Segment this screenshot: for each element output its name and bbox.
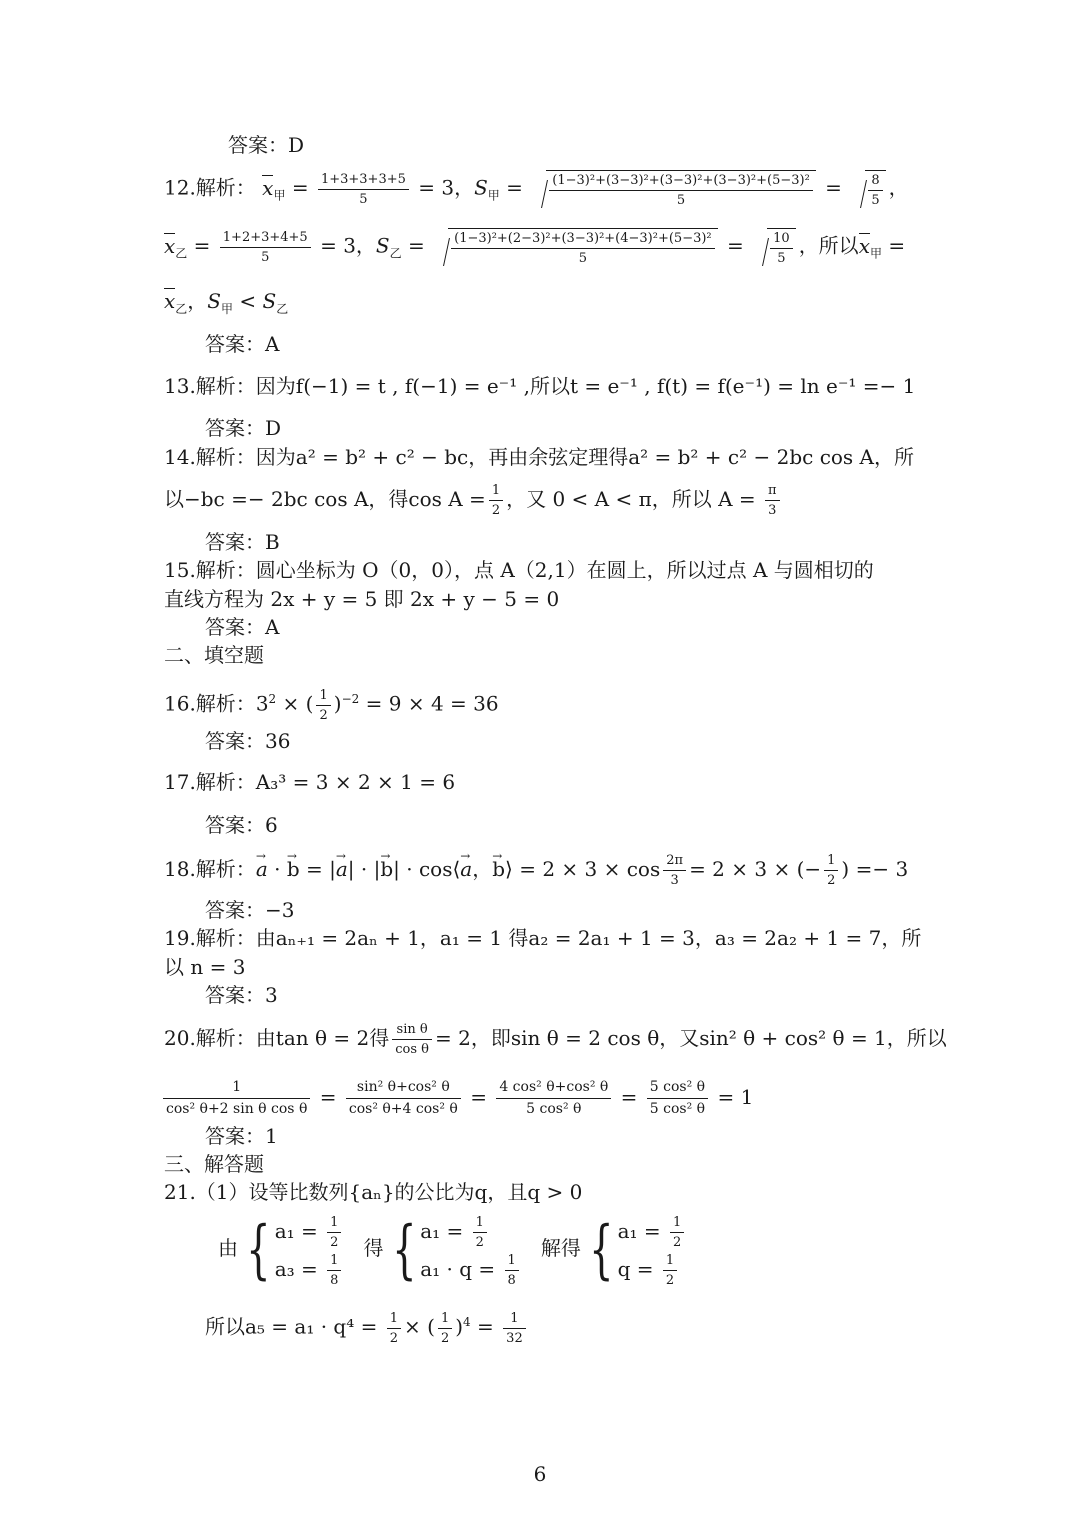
- q21-final: 所以a₅ = a₁ · q⁴ = $\frac{1}{2}$ × ( $\frac{1}{2}$ )$^4$ = $\frac{1}{32}$: [205, 1308, 529, 1346]
- q20-line-1: 20.解析：由tan θ = 2得 $\frac{\text{sin θ}}{\text{cos θ}}$ = 2，即sin θ = 2 cos θ，又sin² θ + cos² θ = 1，所以: [164, 1022, 947, 1057]
- answer-13: 答案：D: [205, 416, 282, 440]
- q19-line-1: 19.解析：由aₙ₊₁ = 2aₙ + 1，a₁ = 1 得a₂ = 2a₁ + 1 = 3，a₃ = 2a₂ + 1 = 7，所: [164, 926, 922, 950]
- q12-line-3: $x_乙$，$S_甲 < S_乙$: [164, 289, 289, 316]
- q17-line: 17.解析：A₃³ = 3 × 2 × 1 = 6: [164, 770, 456, 794]
- answer-12: 答案：A: [205, 332, 280, 356]
- mean-yi-fraction: $\frac{1+2+3+4+5}{5}$: [220, 230, 311, 265]
- answer-18: 答案：−3: [205, 898, 295, 922]
- answer-16: 答案：36: [205, 729, 291, 753]
- sd-yi-result: $\frac{10}{5}$: [753, 228, 796, 266]
- q19-line-2: 以 n = 3: [164, 955, 246, 979]
- q14-line-1: 14.解析：因为a² = b² + c² − bc，再由余弦定理得a² = b² + c² − 2bc cos A，所: [164, 445, 914, 469]
- answer-14: 答案：B: [205, 530, 280, 554]
- page-number: 6: [533, 1462, 547, 1486]
- q12-line-2: $x_乙$ = $\frac{1+2+3+4+5}{5}$ = 3，$S_乙$ = $\frac{\text{(1−3)²+(2−3)²+(3−3)²+(4−3)²+(5−3)²}}{5}$ = $\frac{10}{5}$ ，所以$x_甲$ =: [164, 229, 906, 266]
- q14-line-2: 以−bc =− 2bc cos A，得cos A = $\frac{1}{2}$ ，又 0 < A < π，所以 A = $\frac{\pi}{3}$: [164, 483, 783, 518]
- answer-19: 答案：3: [205, 983, 278, 1007]
- sd-jia-result: $\frac{8}{5}$: [851, 170, 885, 208]
- jia-subscript: 甲: [273, 188, 286, 203]
- sd-jia-sqrt: $\frac{\text{(1−3)²+(3−3)²+(3−3)²+(3−3)²+(5−3)²}}{5}$: [532, 170, 816, 208]
- q21-line-1: 21.（1）设等比数列{aₙ}的公比为q，且q > 0: [164, 1180, 583, 1204]
- q21-systems: 由 { a₁ = $\frac{1}{2}$ a₃ = $\frac{1}{8}$ 得 { a₁ = $\frac{1}{2}$ a₁ · q = $\frac{1}{8}$ 解得 { a₁ = $\frac{1}{2}$ q = $\frac{1}{2}$: [218, 1210, 687, 1288]
- answer-15: 答案：A: [205, 615, 280, 639]
- q15-line-1: 15.解析：圆心坐标为 O（0，0），点 A（2,1）在圆上，所以过点 A 与圆相切的: [164, 558, 874, 582]
- mean-jia-fraction: $\frac{1+3+3+3+5}{5}$: [318, 172, 409, 207]
- q16-line: 16.解析：$3^2$ × ( $\frac{1}{2}$ )$^{-2}$ = 9 × 4 = 36: [164, 687, 499, 723]
- section-fill-in-blank: 二、填空题: [164, 643, 264, 667]
- section-solutions: 三、解答题: [164, 1152, 264, 1176]
- answer-20: 答案：1: [205, 1124, 278, 1148]
- x-bar-symbol: x: [262, 175, 274, 200]
- q18-line: 18.解析：a → · b → = |a →| · |b →| · cos⟨a →，b →⟩ = 2 × 3 × cos $\frac{2\pi}{3}$ = 2 × 3 × (− $\frac{1}{2}$ ) =− 3: [164, 853, 908, 888]
- sd-yi-sqrt: $\frac{\text{(1−3)²+(2−3)²+(3−3)²+(4−3)²+(5−3)²}}{5}$: [434, 228, 718, 266]
- q12-line-1: 12.解析： $x_甲$ = $\frac{1+3+3+3+5}{5}$ = 3，$S_甲$ = $\frac{\text{(1−3)²+(3−3)²+(3−3)²+(3−3)²+(5−3)²}}{5}$ = $\frac{8}{5}$ ，: [164, 171, 909, 208]
- q15-line-2: 直线方程为 2x + y = 5 即 2x + y − 5 = 0: [164, 587, 560, 611]
- q20-line-2: $\frac{1}{\text{cos² θ+2 sin θ cos θ}}$ = $\frac{\text{sin² θ+cos² θ}}{\text{cos² θ+4 cos² θ}}$ = $\frac{\text{4 cos² θ+cos² θ}}{\text{5 cos² θ}}$ = $\frac{\text{5 cos² θ}}{\text{5 cos² θ}}$ = 1: [160, 1079, 753, 1118]
- q13-line: 13.解析：因为f(−1) = t , f(−1) = e⁻¹ ,所以t = e⁻¹ , f(t) = f(e⁻¹) = ln e⁻¹ =− 1: [164, 374, 916, 398]
- answer-17: 答案：6: [205, 813, 278, 837]
- q12-label: 12.解析：: [164, 175, 256, 200]
- answer-11: 答案：D: [228, 133, 305, 157]
